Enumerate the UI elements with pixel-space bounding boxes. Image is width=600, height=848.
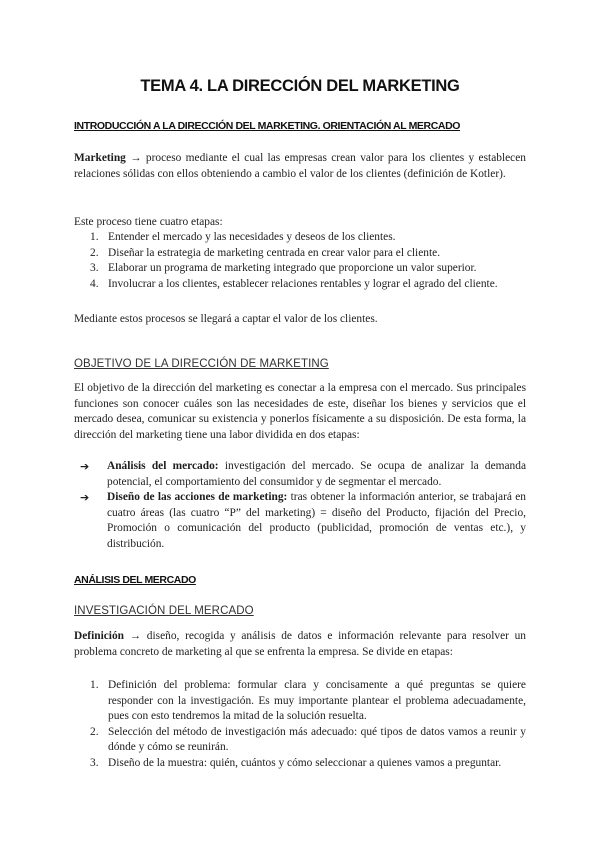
objective-paragraph: El objetivo de la dirección del marketing es conectar a la empresa con el mercado. Sus principales funciones son conocer cuáles son las necesidades de este, diseñar los bienes y servicios que el mercado desea, comunicar su existencia y ponerlos físicamente a su disposición. De esta forma, la dirección del marketing tiene una labor dividida en dos etapas: xyxy=(74,382,526,441)
page-title: TEMA 4. LA DIRECCIÓN DEL MARKETING xyxy=(140,77,460,95)
definition-term: Marketing xyxy=(74,152,126,164)
list-item: ➔ Diseño de las acciones de marketing: tras obtener la información anterior, se trabajará en cuatro áreas (las cuatro “P” del marketing) = diseño del Producto, fijación del Precio, Promoción o comunicación del producto (publicidad, promoción de ventas etc.), y distribución. xyxy=(80,491,527,550)
list-item: 2. Selección del método de investigación más adecuado: qué tipos de datos vamos a reunir y dónde y cómo se reunirán. xyxy=(90,725,526,753)
subheading-research: INVESTIGACIÓN DEL MERCADO xyxy=(74,605,254,617)
objective-bullets xyxy=(74,459,526,552)
definition-text: diseño, recogida y análisis de datos e información relevante para resolver un problema concreto de marketing al que se enfrenta la empresa. Se divide en etapas: xyxy=(74,630,526,658)
section-heading-intro: INTRODUCCIÓN A LA DIRECCIÓN DEL MARKETING. ORIENTACIÓN AL MERCADO xyxy=(74,120,461,132)
arrow-bullet-icon: ➔ xyxy=(80,460,90,473)
section-heading-objective: OBJETIVO DE LA DIRECCIÓN DE MARKETING xyxy=(74,358,329,370)
arrow-symbol: → xyxy=(129,630,142,642)
arrow-symbol: → xyxy=(130,152,142,164)
list-item: 3. Diseño de la muestra: quién, cuántos y cómo seleccionar a quienes vamos a preguntar. xyxy=(90,756,502,769)
list-item: ➔ Análisis del mercado: investigación del mercado. Se ocupa de analizar la demanda potencial, el comportamiento del consumidor y de segmentar el mercado. xyxy=(80,460,526,488)
marketing-definition xyxy=(74,151,526,182)
arrow-bullet-icon: ➔ xyxy=(80,491,90,504)
list-item: 3. Elaborar un programa de marketing integrado que proporcione un valor superior. xyxy=(90,262,477,274)
list-item: 1. Definición del problema: formular clara y concisamente a qué preguntas se quiere responder con la investigación. Es muy importante plantear el problema adecuadamente, pues con esto tendremos la mitad de la solución resuelta. xyxy=(90,679,526,722)
section-heading-analysis: ANÁLISIS DEL MERCADO xyxy=(74,574,196,586)
list-item: 2. Diseñar la estrategia de marketing centrada en crear valor para el cliente. xyxy=(90,246,441,259)
research-definition xyxy=(74,629,526,660)
definition-text: proceso mediante el cual las empresas crean valor para los clientes y establecen relaciones sólidas con ellos obteniendo a cambio el valor de los clientes (definición de Kotler). xyxy=(74,152,526,180)
stages-intro: Este proceso tiene cuatro etapas: xyxy=(74,216,223,228)
list-item: 4. Involucrar a los clientes, establecer relaciones rentables y lograr el agrado del cliente. xyxy=(90,277,498,290)
stages-closing: Mediante estos procesos se llegará a captar el valor de los clientes. xyxy=(74,313,378,325)
stages-list xyxy=(74,230,526,292)
list-item: 1. Entender el mercado y las necesidades y deseos de los clientes. xyxy=(90,231,396,243)
definition-term: Definición xyxy=(74,630,124,642)
research-steps-list xyxy=(74,678,526,771)
